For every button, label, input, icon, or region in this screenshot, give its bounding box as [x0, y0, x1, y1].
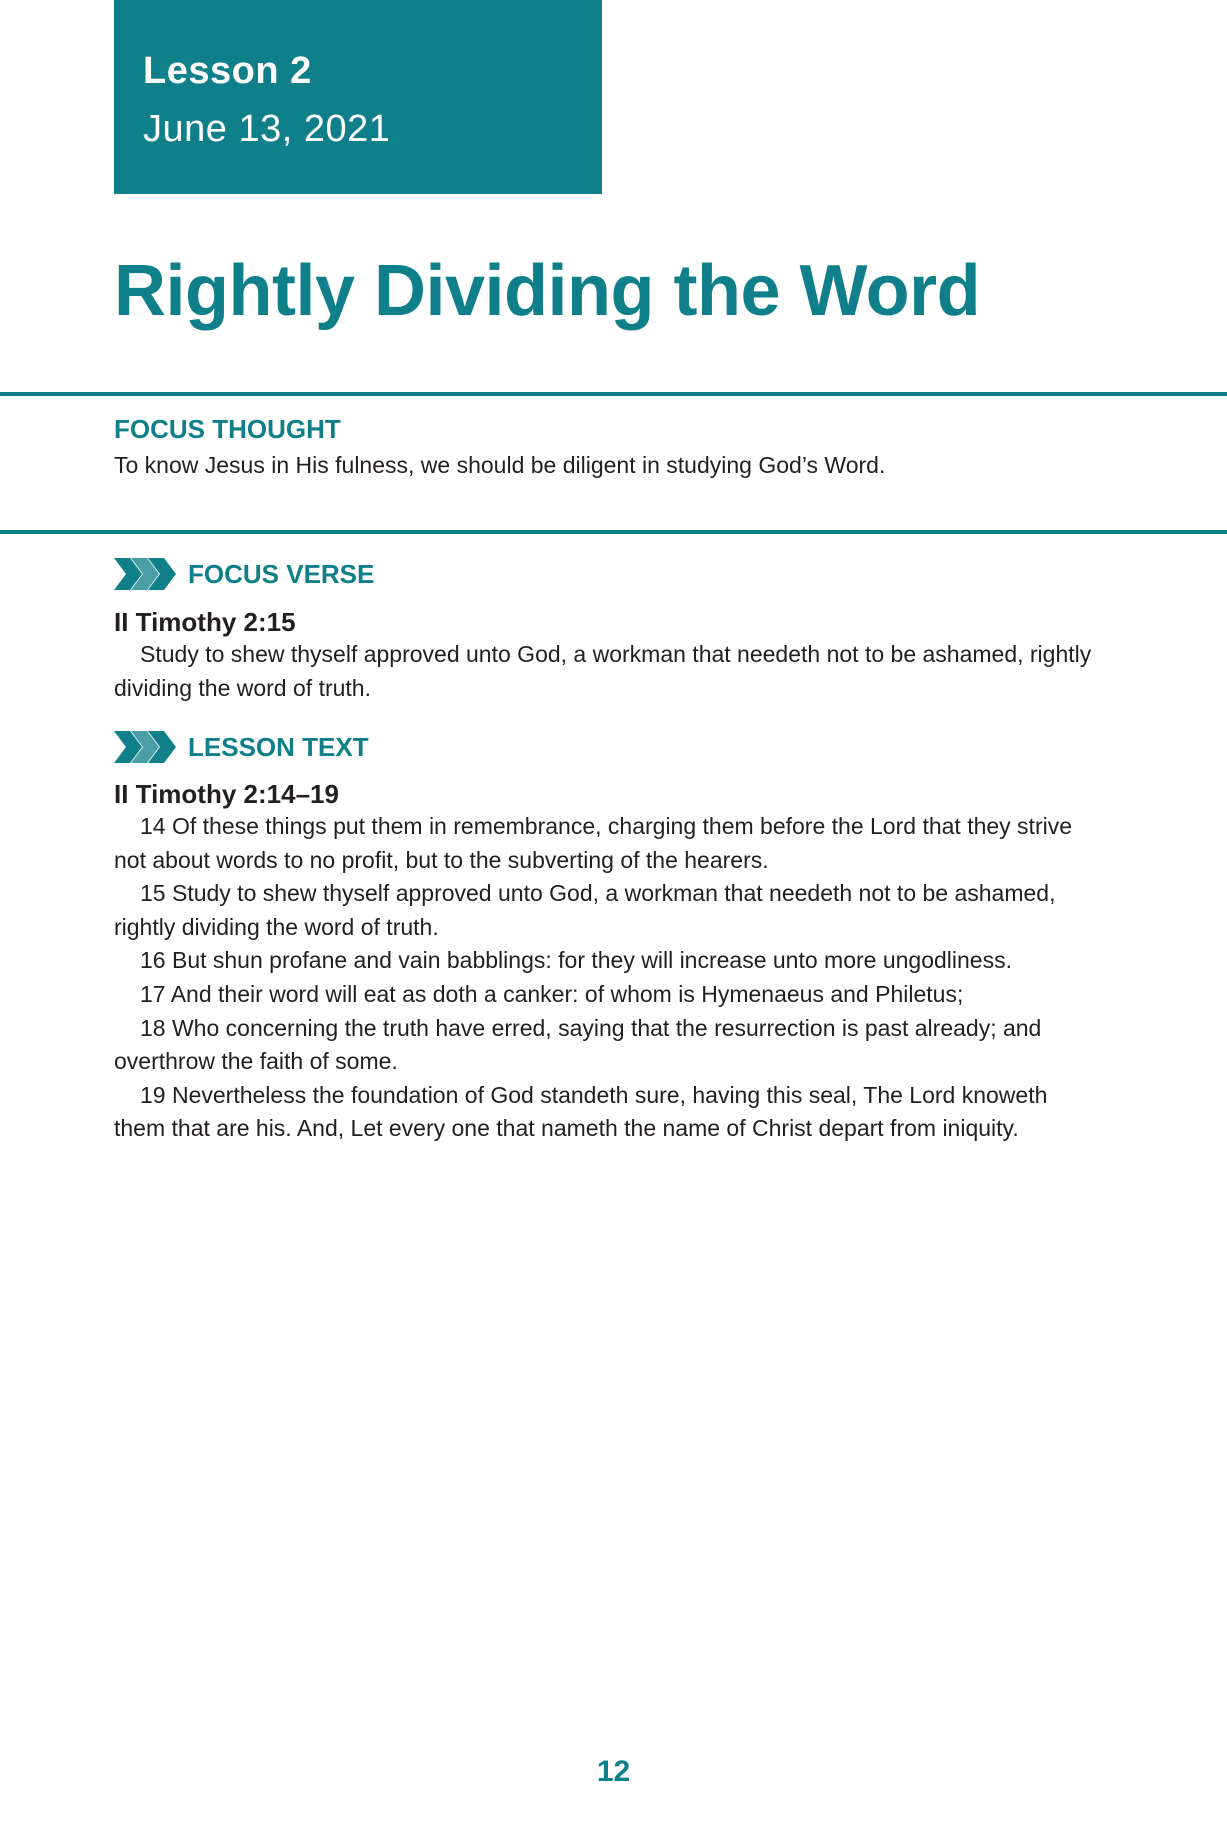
lesson-text-header — [114, 731, 369, 763]
page-number: 12 — [596, 1755, 631, 1788]
lesson-text-heading: LESSON TEXT — [188, 732, 369, 762]
chevron-arrows-icon — [114, 731, 176, 763]
lesson-text-body — [114, 810, 1099, 1146]
lesson-text-reference: II Timothy 2:14–19 — [114, 779, 339, 809]
focus-verse-reference: II Timothy 2:15 — [114, 607, 296, 637]
focus-verse-header — [114, 558, 374, 590]
divider-top — [0, 392, 1227, 396]
page-title: Rightly Dividing the Word — [114, 251, 981, 331]
lesson-date: June 13, 2021 — [143, 108, 391, 150]
verse-17: 17 And their word will eat as doth a canker: of whom is Hymenaeus and Philetus; — [140, 980, 964, 1007]
verse-18: 18 Who concerning the truth have erred, saying that the resurrection is past already; and overthrow the faith of some. — [114, 1014, 1042, 1075]
focus-thought-heading: FOCUS THOUGHT — [114, 414, 341, 444]
lesson-number: Lesson 2 — [143, 50, 312, 92]
focus-verse-heading: FOCUS VERSE — [188, 559, 375, 589]
focus-thought-text: To know Jesus in His fulness, we should be diligent in studying God’s Word. — [114, 452, 886, 478]
focus-verse-text: Study to shew thyself approved unto God, a workman that needeth not to be ashamed, rightly dividing the word of truth. — [114, 641, 1092, 701]
chevron-arrows-icon — [114, 558, 176, 590]
verse-16: 16 But shun profane and vain babblings: for they will increase unto more ungodliness. — [140, 947, 1012, 974]
divider-bottom — [0, 530, 1227, 534]
verse-15: 15 Study to shew thyself approved unto God, a workman that needeth not to be ashamed, rightly dividing the word of truth. — [114, 880, 1056, 940]
verse-19: 19 Nevertheless the foundation of God standeth sure, having this seal, The Lord knoweth them that are his. And, Let every one that nameth the name of Christ depart from iniquity. — [114, 1081, 1048, 1142]
focus-verse-body — [114, 638, 1099, 705]
lesson-header-box — [114, 0, 602, 194]
verse-14: 14 Of these things put them in remembrance, charging them before the Lord that they strive not about words to no profit, but to the subverting of the hearers. — [114, 813, 1073, 873]
